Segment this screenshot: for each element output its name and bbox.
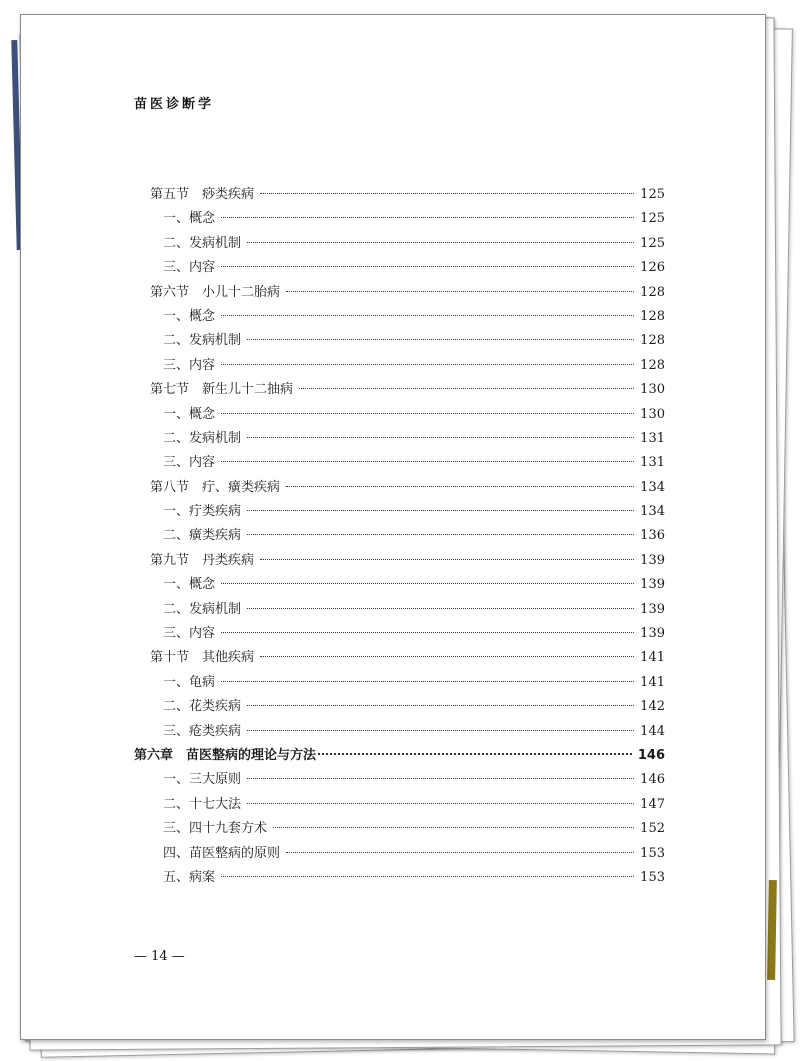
toc-label-gap [189,476,202,495]
dot-leader [221,876,634,877]
toc-entry-title: 丹类疾病 [202,552,255,568]
toc-page-number: 139 [640,577,665,593]
toc-page-number: 128 [640,357,665,373]
dot-leader [221,681,634,682]
toc-section-row [134,476,665,500]
toc-page-number: 126 [640,260,665,276]
toc-entry-label: 二、 [163,333,190,349]
toc-entry-label: 第七节 [150,382,190,398]
dot-leader [260,193,634,194]
toc-section-row [134,378,665,402]
dot-leader [247,705,634,706]
toc-page-number: 144 [640,723,665,739]
toc-item-row [134,427,665,451]
toc-entry-title: 内容 [189,357,216,373]
toc-item-row [134,768,665,792]
toc-page-number: 131 [640,430,665,446]
toc-entry-title: 痧类疾病 [202,187,255,202]
toc-page-number: 125 [640,211,665,227]
toc-entry-label: 三、 [163,821,190,837]
dot-leader [247,534,634,535]
toc-label-gap [189,378,202,397]
toc-entry-title: 概念 [189,308,216,324]
toc-label-gap [189,646,202,665]
toc-entry-title: 四十九套方术 [189,821,268,837]
toc-item-row [134,500,665,524]
dot-leader [247,608,634,609]
toc-entry-label: 第十节 [150,650,190,666]
toc-entry-label: 四、 [163,845,190,861]
dot-leader [286,486,634,487]
toc-page-number: 125 [640,235,665,251]
toc-entry-label: 一、 [163,674,190,690]
toc-item-row [134,329,665,353]
toc-entry-label: 二、 [163,528,190,544]
toc-entry-title: 疔、癀类疾病 [202,479,281,495]
toc-label-gap [189,549,202,568]
toc-page-number: 134 [640,504,665,520]
toc-item-row [134,866,665,890]
toc-page-number: 130 [640,406,665,422]
toc-section-row [134,183,665,207]
toc-entry-label: 二、 [163,430,190,446]
dot-leader [260,656,634,657]
toc-page-number: 141 [640,674,665,690]
toc-item-row [134,695,665,719]
toc-entry-title: 内容 [189,455,216,471]
toc-page-number: 153 [640,869,665,885]
dot-leader [247,803,634,804]
dot-leader [260,559,634,560]
toc-page-number: 139 [640,552,665,568]
dot-leader [247,730,634,731]
toc-entry-label: 三、 [163,260,190,276]
toc-entry-title: 疮类疾病 [189,723,242,739]
toc-entry-label: 三、 [163,357,190,373]
toc-entry-label: 一、 [163,406,190,422]
toc-entry-label: 第六节 [150,284,190,300]
toc-entry-label: 第五节 [150,187,190,202]
toc-item-row [134,354,665,378]
toc-entry-label: 一、 [163,504,190,520]
toc-item-row [134,207,665,231]
toc-item-row [134,598,665,622]
toc-item-row [134,232,665,256]
dot-leader [221,413,634,414]
toc-page-number: 146 [640,772,665,788]
table-of-contents [134,183,665,890]
toc-page-number: 139 [640,601,665,617]
toc-entry-title: 发病机制 [189,601,242,617]
toc-section-row [134,281,665,305]
toc-item-row [134,671,665,695]
toc-entry-title: 小儿十二胎病 [202,284,281,300]
toc-entry-title: 花类疾病 [189,699,242,715]
dot-leader [247,339,634,340]
toc-entry-title: 发病机制 [189,430,242,446]
dot-leader [221,364,634,365]
dot-leader [299,388,634,389]
toc-page-number: 131 [640,455,665,471]
toc-entry-label: 一、 [163,211,190,227]
toc-page-number: 153 [640,845,665,861]
dot-leader [247,437,634,438]
toc-entry-title: 内容 [189,626,216,642]
toc-item-row [134,842,665,866]
dot-leader [221,217,634,218]
toc-entry-title: 其他疾病 [202,650,255,666]
toc-page-number: 136 [640,528,665,544]
toc-entry-title: 苗医整病的理论与方法 [186,747,317,763]
toc-entry-title: 病案 [189,869,216,885]
dot-leader [221,583,634,584]
toc-item-row [134,573,665,597]
toc-entry-label: 一、 [163,577,190,593]
book-page [20,14,766,1040]
toc-item-row [134,256,665,280]
toc-label-gap [189,281,202,300]
toc-entry-title: 癀类疾病 [189,528,242,544]
toc-entry-label: 三、 [163,455,190,471]
toc-entry-title: 三大原则 [189,772,242,788]
dot-leader [221,632,634,633]
toc-page-number: 141 [640,650,665,666]
toc-page-number: 146 [637,747,665,763]
toc-entry-title: 龟病 [189,674,216,690]
page-number: — 14 — [134,949,185,964]
toc-label-gap [173,744,186,763]
dot-leader [318,753,632,755]
toc-entry-title: 概念 [189,406,216,422]
toc-page-number: 128 [640,333,665,349]
toc-page-number: 139 [640,626,665,642]
toc-entry-title: 新生儿十二抽病 [202,382,294,398]
toc-entry-title: 苗医整病的原则 [189,845,281,861]
toc-entry-title: 十七大法 [189,796,242,812]
toc-entry-title: 概念 [189,211,216,227]
toc-entry-label: 第八节 [150,479,190,495]
toc-entry-title: 发病机制 [189,333,242,349]
toc-entry-label: 五、 [163,869,190,885]
toc-entry-label: 第九节 [150,552,190,568]
toc-entry-label: 二、 [163,699,190,715]
toc-section-row [134,646,665,670]
dot-leader [221,266,634,267]
toc-page-number: 128 [640,284,665,300]
toc-page-number: 142 [640,699,665,715]
dot-leader [286,291,634,292]
dot-leader [247,242,634,243]
toc-item-row [134,793,665,817]
toc-entry-label: 一、 [163,308,190,324]
toc-entry-label: 二、 [163,235,190,251]
dot-leader [221,461,634,462]
toc-page-number: 134 [640,479,665,495]
toc-chapter-row [134,744,665,768]
toc-entry-title: 概念 [189,577,216,593]
toc-entry-label: 三、 [163,723,190,739]
running-head: 苗医诊断学 [134,97,215,112]
dot-leader [221,315,634,316]
toc-item-row [134,305,665,329]
dot-leader [247,510,634,511]
toc-page-number: 125 [640,187,665,202]
dot-leader [247,778,634,779]
toc-page-number: 147 [640,796,665,812]
toc-page-number: 130 [640,382,665,398]
dot-leader [273,827,634,828]
toc-item-row [134,720,665,744]
toc-entry-label: 二、 [163,601,190,617]
toc-section-row [134,549,665,573]
toc-entry-title: 发病机制 [189,235,242,251]
toc-page-number: 152 [640,821,665,837]
toc-item-row [134,524,665,548]
toc-entry-label: 一、 [163,772,190,788]
toc-entry-label: 第六章 [134,747,174,763]
toc-page-number: 128 [640,308,665,324]
toc-entry-title: 内容 [189,260,216,276]
toc-entry-label: 三、 [163,626,190,642]
toc-entry-title: 疔类疾病 [189,504,242,520]
toc-item-row [134,622,665,646]
toc-item-row [134,451,665,475]
toc-item-row [134,817,665,841]
toc-entry-label: 二、 [163,796,190,812]
toc-label-gap [189,183,202,202]
dot-leader [286,852,634,853]
toc-item-row [134,403,665,427]
